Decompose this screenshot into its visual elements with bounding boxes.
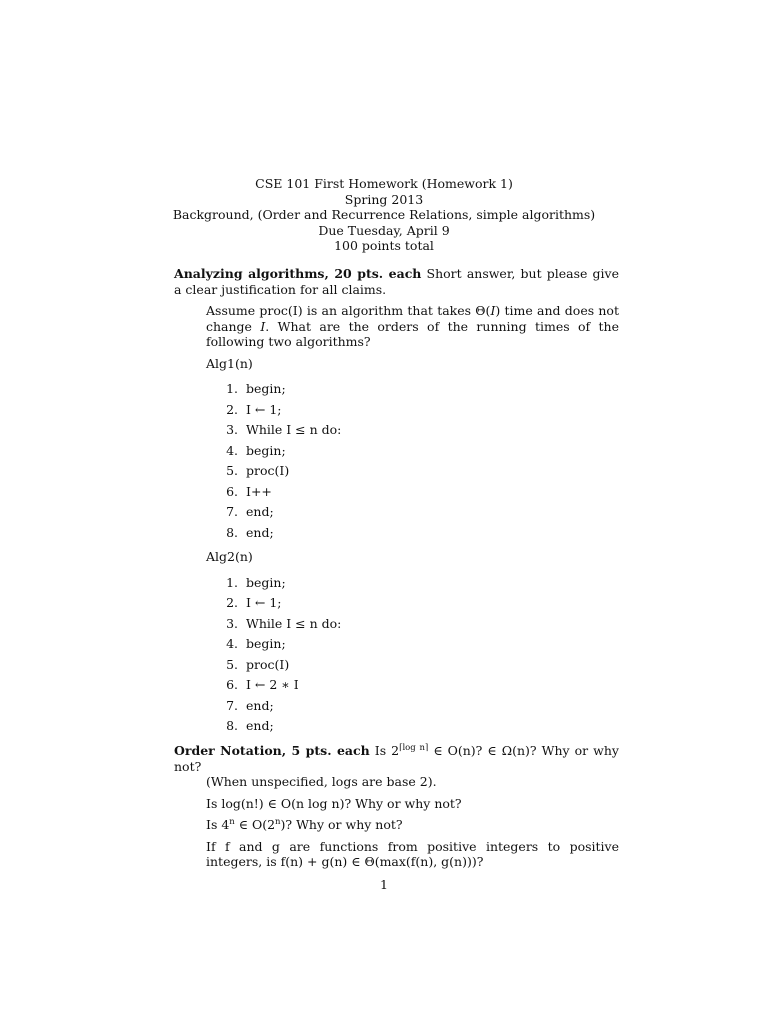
list-item: 2. I ← 1; [226,595,282,610]
list-item: 4. begin; [226,442,286,458]
question-1: Order Notation, 5 pts. each Is $2^{⌈log n⌉}$ ∈ O(n)? ∈ Ω(n)? Why or why not? [174,742,619,774]
list-item: 3. While I ≤ n do: [226,615,342,631]
section-analyzing-algorithms [174,266,619,737]
list-item: 8. end; [226,718,274,733]
document-header [0,176,768,254]
due-date: Due Tuesday, April 9 [318,222,450,238]
list-item: 3. While I ≤ n do: [226,422,342,437]
list-item: 1. begin; [226,381,286,396]
question-4: If f and g are functions from positive integers to positive integers, is f(n) + g(n) ∈ Θ(max(f(n), g(n)))? [206,838,619,869]
list-item: 2. I ← 1; [226,401,282,417]
term: Spring 2013 [344,191,424,207]
list-item: 7. end; [226,504,274,519]
list-item: 5. proc(I) [226,656,290,672]
section-intro-text: Short answer, but please give a clear justification for all claims. [174,266,619,297]
list-item: 6. I ← 2 ∗ I [226,677,299,692]
section-title: Order Notation, 5 pts. each [174,743,370,758]
points-total: 100 points total [334,238,434,253]
question-2: Is log(n!) ∈ O(n log n)? Why or why not? [206,795,462,811]
page-number: 1 [380,877,388,892]
section-intro [174,266,619,297]
section-order-notation [174,743,619,870]
alg1-name: Alg1(n) [206,355,253,371]
list-item: 4. begin; [226,636,286,651]
question-3: Is 4$^n$ ∈ O(2$^n$)? Why or why not? [206,816,403,832]
section-title: Analyzing algorithms, 20 pts. each [174,266,422,281]
question-1-note: (When unspecified, logs are base 2). [206,774,437,789]
list-item: 7. end; [226,697,274,713]
list-item: 5. proc(I) [226,463,290,478]
alg2-listing [218,573,619,737]
problem-statement: Assume proc(I) is an algorithm that takes Θ(I) time and does not change I. What are the orders of the running times of the following two algorithms? [206,303,619,349]
course-title: CSE 101 First Homework (Homework 1) [255,176,513,191]
alg2-name: Alg2(n) [206,549,253,564]
list-item: 1. begin; [226,574,286,590]
alg1-listing [218,379,619,543]
list-item: 8. end; [226,524,274,540]
topics: Background, (Order and Recurrence Relations, simple algorithms) [172,207,596,222]
list-item: 6. I++ [226,483,272,499]
